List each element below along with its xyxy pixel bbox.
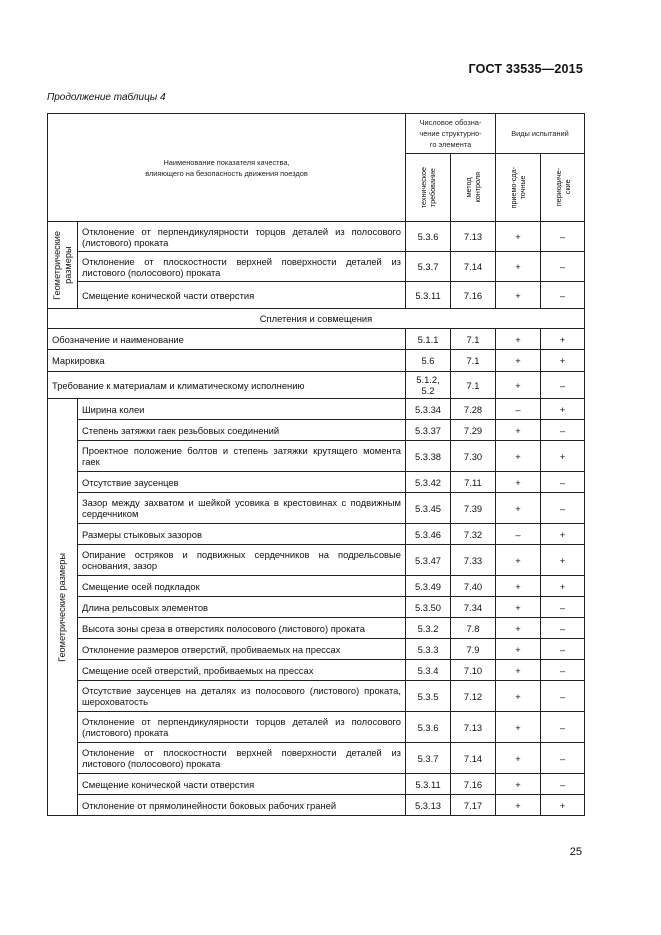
row-name: Отсутствие заусенцев: [78, 472, 406, 493]
periodic-cell: +: [541, 545, 585, 576]
method-cell: 7.1: [451, 329, 496, 350]
acceptance-cell: +: [496, 372, 541, 399]
acceptance-cell: +: [496, 420, 541, 441]
acceptance-cell: +: [496, 576, 541, 597]
tech-req-cell: 5.3.7: [406, 743, 451, 774]
table-row: [48, 618, 585, 639]
group-label: Геометрические размеры: [57, 552, 67, 662]
table-row: [48, 420, 585, 441]
periodic-cell: –: [541, 472, 585, 493]
periodic-cell: –: [541, 597, 585, 618]
tech-req-cell: 5.3.6: [406, 222, 451, 252]
method-cell: 7.16: [451, 774, 496, 795]
header-test-types: Виды испытаний: [496, 114, 585, 154]
group-label-cell: [48, 222, 78, 309]
acceptance-cell: +: [496, 681, 541, 712]
tech-req-cell: 5.3.6: [406, 712, 451, 743]
quality-table: [47, 113, 585, 816]
group-label: Геометрические размеры: [51, 230, 73, 300]
method-cell: 7.1: [451, 372, 496, 399]
periodic-cell: +: [541, 329, 585, 350]
acceptance-cell: +: [496, 618, 541, 639]
acceptance-cell: +: [496, 545, 541, 576]
periodic-cell: +: [541, 524, 585, 545]
table-row: [48, 712, 585, 743]
acceptance-cell: +: [496, 493, 541, 524]
periodic-cell: –: [541, 618, 585, 639]
method-cell: 7.13: [451, 712, 496, 743]
table-row: [48, 282, 585, 309]
tech-req-cell: 5.3.42: [406, 472, 451, 493]
row-name: Длина рельсовых элементов: [78, 597, 406, 618]
row-name: Отклонение от перпендикулярности торцов деталей из полосового (листового) проката: [78, 712, 406, 743]
periodic-cell: –: [541, 639, 585, 660]
tech-req-cell: 5.6: [406, 350, 451, 372]
periodic-cell: +: [541, 576, 585, 597]
acceptance-cell: +: [496, 252, 541, 282]
periodic-cell: –: [541, 681, 585, 712]
table-row: [48, 329, 585, 350]
method-cell: 7.9: [451, 639, 496, 660]
row-name: Зазор между захватом и шейкой усовика в крестовинах с подвижным сердечником: [78, 493, 406, 524]
table-row: [48, 222, 585, 252]
method-cell: 7.40: [451, 576, 496, 597]
periodic-cell: +: [541, 441, 585, 472]
periodic-cell: –: [541, 222, 585, 252]
tech-req-cell: 5.3.11: [406, 282, 451, 309]
table-row: [48, 774, 585, 795]
tech-req-cell: 5.3.46: [406, 524, 451, 545]
header-numeric: Числовое обозна- чение структурно- го элемента: [406, 114, 496, 154]
tech-req-cell: 5.3.50: [406, 597, 451, 618]
method-cell: 7.30: [451, 441, 496, 472]
tech-req-cell: 5.3.5: [406, 681, 451, 712]
table-row: [48, 545, 585, 576]
tech-req-cell: 5.3.47: [406, 545, 451, 576]
periodic-cell: –: [541, 712, 585, 743]
method-cell: 7.1: [451, 350, 496, 372]
tech-req-cell: 5.3.34: [406, 399, 451, 420]
periodic-cell: +: [541, 399, 585, 420]
acceptance-cell: +: [496, 472, 541, 493]
table-row: [48, 399, 585, 420]
row-name: Отклонение от плоскостности верхней поверхности деталей из листового (полосового) проката: [78, 252, 406, 282]
acceptance-cell: +: [496, 639, 541, 660]
acceptance-cell: +: [496, 441, 541, 472]
periodic-cell: +: [541, 795, 585, 816]
periodic-cell: –: [541, 282, 585, 309]
row-name: Маркировка: [48, 350, 406, 372]
row-name: Отклонение от перпендикулярности торцов деталей из полосового (листового) проката: [78, 222, 406, 252]
tech-req-cell: 5.3.37: [406, 420, 451, 441]
method-cell: 7.14: [451, 743, 496, 774]
table-row: [48, 252, 585, 282]
table-row: [48, 524, 585, 545]
periodic-cell: –: [541, 660, 585, 681]
method-cell: 7.13: [451, 222, 496, 252]
method-cell: 7.12: [451, 681, 496, 712]
row-name: Отклонение от плоскостности верхней поверхности деталей из листового (полосового) проката: [78, 743, 406, 774]
table-row: [48, 493, 585, 524]
row-name: Опирание остряков и подвижных сердечников на подрельсовые основания, зазор: [78, 545, 406, 576]
row-name: Отклонение размеров отверстий, пробиваемых на прессах: [78, 639, 406, 660]
row-name: Смещение осей подкладок: [78, 576, 406, 597]
section-row: [48, 309, 585, 329]
method-cell: 7.16: [451, 282, 496, 309]
table-row: [48, 743, 585, 774]
table-row: [48, 660, 585, 681]
acceptance-cell: +: [496, 282, 541, 309]
tech-req-cell: 5.3.49: [406, 576, 451, 597]
page-number: 25: [569, 846, 582, 858]
tech-req-cell: 5.3.2: [406, 618, 451, 639]
header-acceptance: приемо-сда- точные: [496, 154, 541, 222]
periodic-cell: –: [541, 743, 585, 774]
tech-req-cell: 5.3.11: [406, 774, 451, 795]
method-cell: 7.8: [451, 618, 496, 639]
acceptance-cell: +: [496, 660, 541, 681]
row-name: Смещение конической части отверстия: [78, 774, 406, 795]
acceptance-cell: +: [496, 712, 541, 743]
header-tech-req: техническое требование: [406, 154, 451, 222]
tech-req-cell: 5.1.1: [406, 329, 451, 350]
row-name: Отсутствие заусенцев на деталях из полосового (листового) проката, шероховатость: [78, 681, 406, 712]
row-name: Степень затяжки гаек резьбовых соединений: [78, 420, 406, 441]
row-name: Отклонение от прямолинейности боковых рабочих граней: [78, 795, 406, 816]
header-row-1: [48, 114, 585, 154]
method-cell: 7.11: [451, 472, 496, 493]
table-row: [48, 472, 585, 493]
acceptance-cell: +: [496, 222, 541, 252]
table-row: [48, 372, 585, 399]
periodic-cell: –: [541, 493, 585, 524]
tech-req-cell: 5.1.2, 5.2: [406, 372, 451, 399]
periodic-cell: –: [541, 420, 585, 441]
tech-req-cell: 5.3.38: [406, 441, 451, 472]
table-row: [48, 441, 585, 472]
row-name: Смещение осей отверстий, пробиваемых на прессах: [78, 660, 406, 681]
method-cell: 7.28: [451, 399, 496, 420]
method-cell: 7.33: [451, 545, 496, 576]
header-periodic: периодиче- ские: [541, 154, 585, 222]
tech-req-cell: 5.3.45: [406, 493, 451, 524]
acceptance-cell: +: [496, 329, 541, 350]
row-name: Размеры стыковых зазоров: [78, 524, 406, 545]
table-row: [48, 576, 585, 597]
acceptance-cell: –: [496, 399, 541, 420]
method-cell: 7.34: [451, 597, 496, 618]
document-code: ГОСТ 33535—2015: [468, 62, 583, 76]
table-row: [48, 639, 585, 660]
section-title: Сплетения и совмещения: [48, 309, 585, 329]
table-row: [48, 795, 585, 816]
table-row: [48, 681, 585, 712]
acceptance-cell: +: [496, 743, 541, 774]
periodic-cell: –: [541, 372, 585, 399]
table-row: [48, 597, 585, 618]
table-caption: Продолжение таблицы 4: [47, 92, 166, 103]
tech-req-cell: 5.3.4: [406, 660, 451, 681]
method-cell: 7.29: [451, 420, 496, 441]
periodic-cell: +: [541, 350, 585, 372]
row-name: Проектное положение болтов и степень затяжки крутящего момента гаек: [78, 441, 406, 472]
acceptance-cell: +: [496, 350, 541, 372]
header-method: метод контроля: [451, 154, 496, 222]
periodic-cell: –: [541, 252, 585, 282]
periodic-cell: –: [541, 774, 585, 795]
method-cell: 7.17: [451, 795, 496, 816]
method-cell: 7.14: [451, 252, 496, 282]
acceptance-cell: –: [496, 524, 541, 545]
method-cell: 7.10: [451, 660, 496, 681]
method-cell: 7.39: [451, 493, 496, 524]
tech-req-cell: 5.3.3: [406, 639, 451, 660]
tech-req-cell: 5.3.7: [406, 252, 451, 282]
acceptance-cell: +: [496, 597, 541, 618]
row-name: Требование к материалам и климатическому исполнению: [48, 372, 406, 399]
table-row: [48, 350, 585, 372]
acceptance-cell: +: [496, 795, 541, 816]
row-name: Обозначение и наименование: [48, 329, 406, 350]
method-cell: 7.32: [451, 524, 496, 545]
tech-req-cell: 5.3.13: [406, 795, 451, 816]
row-name: Ширина колеи: [78, 399, 406, 420]
group-label-cell: [48, 399, 78, 816]
acceptance-cell: +: [496, 774, 541, 795]
header-name: Наименование показателя качества, влияющего на безопасность движения поездов: [48, 114, 406, 222]
row-name: Смещение конической части отверстия: [78, 282, 406, 309]
row-name: Высота зоны среза в отверстиях полосового (листового) проката: [78, 618, 406, 639]
